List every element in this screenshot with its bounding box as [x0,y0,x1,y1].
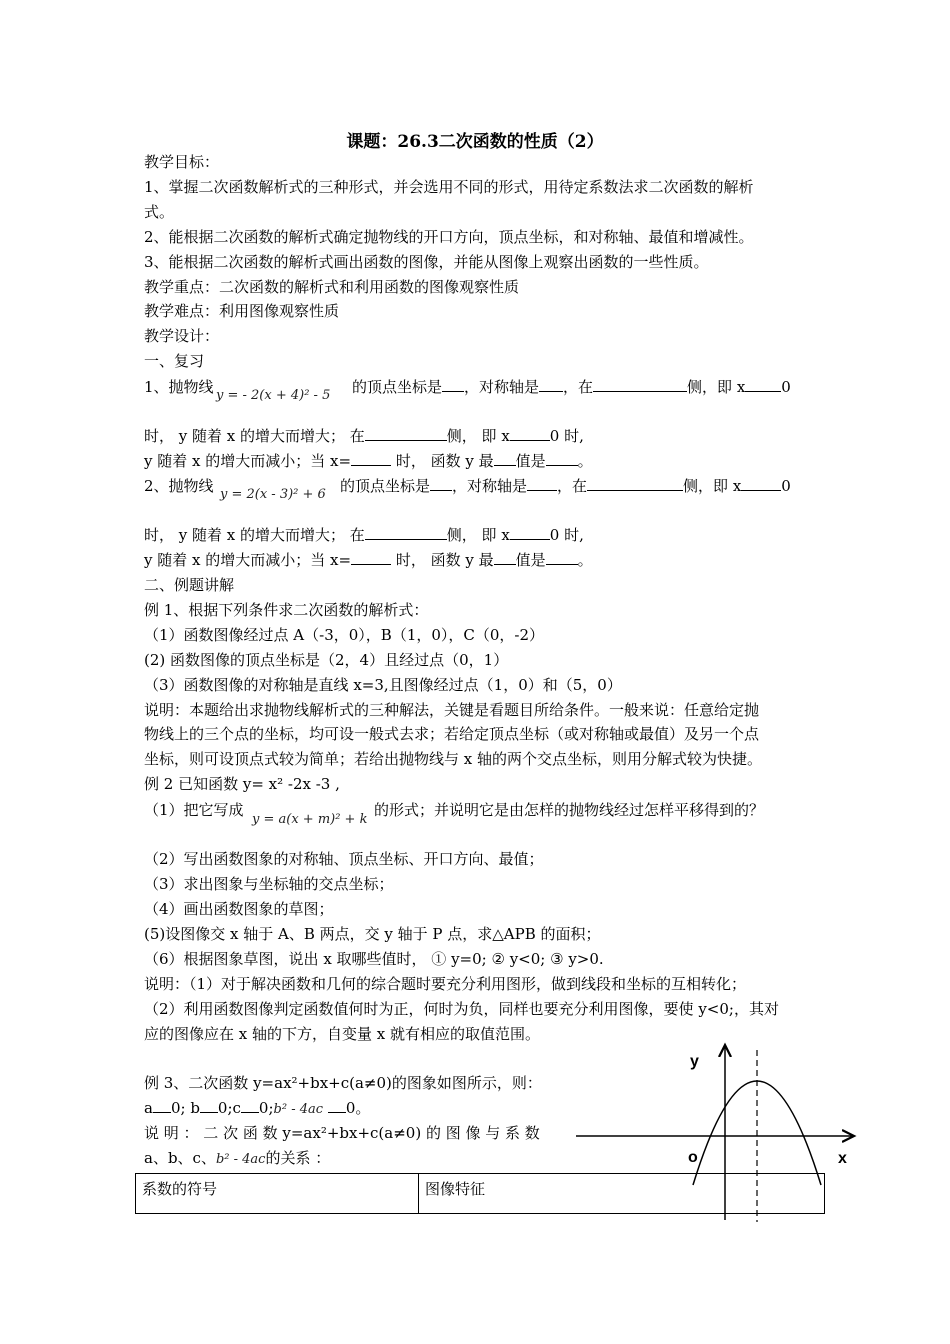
objective-2: 2、能根据二次函数的解析式确定抛物线的开口方向，顶点坐标，和对称轴、最值和增减性。 [144,228,754,246]
y-axis-label: y [690,1053,699,1070]
blank [546,451,578,466]
ex1-note-1: 说明：本题给出求抛物线解析式的三种解法，关键是看题目所给条件。一般来说：任意给定抛 [144,701,760,719]
objective-3: 3、能根据二次函数的解析式画出函数的图像，并能从图像上观察出函数的一些性质。 [144,253,709,271]
blank [510,525,550,540]
ex2-part-1b: 的形式；并说明它是由怎样的抛物线经过怎样平移得到的？ [374,801,765,819]
blank [153,1098,171,1113]
blank [587,476,683,491]
blank [494,550,516,565]
objectives-heading: 教学目标： [144,153,220,171]
blank [241,1098,259,1113]
review-q1-formula: y = - 2(x + 4)² - 5 [216,388,331,403]
blank [200,1098,218,1113]
ex2-note-1: 说明：（1）对于解决函数和几何的综合题时要充分利用图形，做到线段和坐标的互相转化； [144,975,747,993]
ex2-part-6: （6）根据图象草图，说出 x 取哪些值时， ① y=0; ② y<0; ③ y>0. [144,950,604,968]
ex2-part-4: （4）画出函数图象的草图； [144,900,334,918]
review-q1-prefix: 1、抛物线 [144,378,214,396]
ex2-part-2: （2）写出函数图象的对称轴、顶点坐标、开口方向、最值； [144,850,544,868]
blank [539,377,563,392]
blank [365,426,447,441]
review-q1-line2: 时， y 随着 x 的增大而增大； 在 侧， 即 x 0 时, [144,427,584,445]
blank [430,476,452,491]
blank [328,1098,346,1113]
review-q2-line1 [144,476,214,496]
ex3-discriminant: b² - 4ac [273,1102,324,1117]
x-axis-label: x [838,1150,847,1167]
review-q1-line3: y 随着 x 的增大而减小；当 x= 时， 函数 y 最 值是 。 [144,452,593,470]
ex3-note-line-2: a、b、c、b² - 4ac的关系 ： [144,1149,331,1167]
design-heading: 教学设计： [144,327,220,345]
origin-label: o [688,1149,698,1166]
ex2-note-2: （2）利用函数图像判定函数值何时为正，何时为负，同样也要充分利用图像，要使 y<0;，其对 [144,1000,779,1018]
ex1-condition-1: （1）函数图像经过点 A（-3，0），B（1，0），C（0，-2） [144,626,545,644]
blank [593,377,687,392]
ex2-stem: 例 2 已知函数 y= x² -2x -3 , [144,775,340,793]
blank [527,476,557,491]
ex3-stem: 例 3、二次函数 y=ax²+bx+c(a≠0)的图象如图所示，则： [144,1074,542,1092]
ex2-part-5: (5)设图像交 x 轴于 A、B 两点，交 y 轴于 P 点，求△APB 的面积； [144,925,601,943]
review-q2-formula: y = 2(x - 3)² + 6 [220,487,326,502]
page-title: 课题：26.3二次函数的性质（2） [346,132,604,152]
key-point: 教学重点：二次函数的解析式和利用函数的图像观察性质 [144,278,520,296]
review-q1-line1 [144,377,214,397]
ex1-stem: 例 1、根据下列条件求二次函数的解析式： [144,601,429,619]
review-q2-line1-tail: 的顶点坐标是 ，对称轴是 ，在 侧，即 x 0 [340,477,791,495]
ex1-note-2: 物线上的三个点的坐标，均可设一般式去求；若给定顶点坐标（或对称轴或最值）及另一个点 [144,725,760,743]
blank [510,426,550,441]
ex2-part-1-formula: y = a(x + m)² + k [252,812,368,827]
blank [442,377,464,392]
objective-1: 1、掌握二次函数解析式的三种形式，并会选用不同的形式，用待定系数法求二次函数的解析 [144,178,754,196]
ex2-part-3: （3）求出图象与坐标轴的交点坐标； [144,875,394,893]
parabola-graph [570,1040,870,1225]
ex3-note-line: 说 明 ： 二 次 函 数 y=ax²+bx+c(a≠0) 的 图 像 与 系 数 [144,1124,540,1142]
review-q2-line2: 时， y 随着 x 的增大而增大； 在 侧， 即 x 0 时, [144,526,584,544]
difficulty: 教学难点：利用图像观察性质 [144,302,340,320]
review-q2-prefix: 2、抛物线 [144,477,214,495]
examples-heading: 二、例题讲解 [144,576,235,594]
objective-1-cont: 式。 [144,203,175,221]
blank [351,451,391,466]
ex2-part-1a: （1）把它写成 [144,801,244,819]
review-heading: 一、复习 [144,352,205,370]
review-q2-line3: y 随着 x 的增大而减小；当 x= 时， 函数 y 最 值是 。 [144,551,593,569]
blank [365,525,447,540]
blank [546,550,578,565]
blank [745,377,781,392]
ex1-condition-2: (2) 函数图像的顶点坐标是（2，4）且经过点（0，1） [144,651,509,669]
ex3-note-discriminant: b² - 4ac [215,1152,266,1167]
table-header-sign: 系数的符号 [136,1174,419,1214]
review-q1-line1-tail: 的顶点坐标是 ，对称轴是 ，在 侧，即 x 0 [352,378,791,396]
table-header-feature: 图像特征 [419,1174,825,1214]
ex1-condition-3: （3）函数图像的对称轴是直线 x=3,且图像经过点（1，0）和（5，0） [144,676,622,694]
blank [741,476,781,491]
blank [494,451,516,466]
ex2-note-3: 应的图像应在 x 轴的下方，自变量 x 就有相应的取值范围。 [144,1025,540,1043]
ex1-note-3: 坐标，则可设顶点式较为简单；若给出抛物线与 x 轴的两个交点坐标，则用分解式较为快捷。 [144,750,762,768]
blank [351,550,391,565]
ex3-signs-line: a 0; b 0;c 0;b² - 4ac 0。 [144,1099,371,1117]
